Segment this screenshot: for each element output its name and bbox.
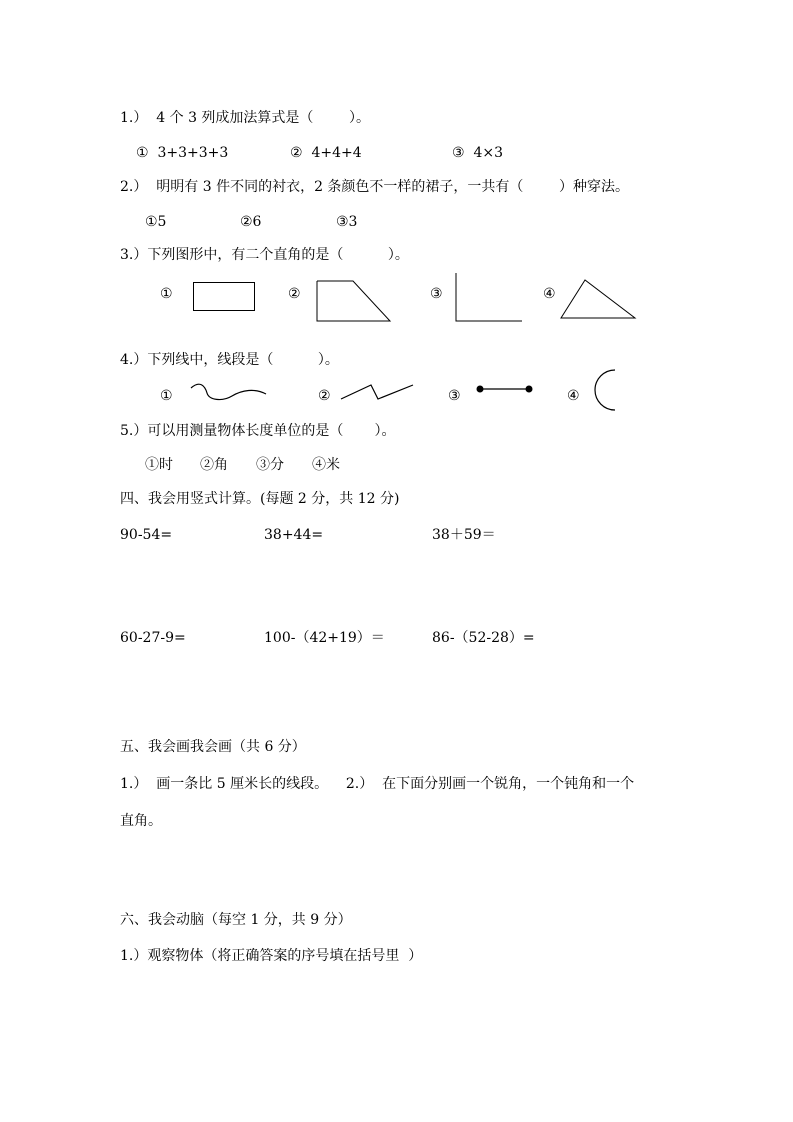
q2-question: 2.） 明明有 3 件不同的衬衣，2 条颜色不一样的裙子，一共有（ ）种穿法。 <box>120 179 630 195</box>
q3-marker-4: ④ <box>543 286 556 302</box>
q4-question: 4.）下列线中，线段是（ ）。 <box>120 352 339 368</box>
q3-question: 3.）下列图形中，有二个直角的是（ ）。 <box>120 247 409 263</box>
calc-4: 60-27-9= <box>120 630 186 646</box>
q1-option-1: ① 3+3+3+3 <box>136 145 229 161</box>
q3-marker-1: ① <box>160 286 173 302</box>
q3-marker-3: ③ <box>430 286 443 302</box>
q1-option-2: ② 4+4+4 <box>290 145 362 161</box>
calc-3: 38＋59＝ <box>432 527 496 543</box>
q3-marker-2: ② <box>288 286 301 302</box>
section5-heading: 五、我会画我会画（共 6 分） <box>120 739 306 755</box>
calc-6: 86-（52-28）= <box>432 630 535 646</box>
q5-question: 5.）可以用测量物体长度单位的是（ ）。 <box>120 423 396 439</box>
q4-marker-2: ② <box>318 388 331 404</box>
arc-line <box>595 370 615 410</box>
section6-heading: 六、我会动脑（每空 1 分，共 9 分） <box>120 912 352 928</box>
calc-5: 100-（42+19）＝ <box>264 630 385 646</box>
q2-option-2: ②6 <box>240 214 262 230</box>
section5-line1: 1.） 画一条比 5 厘米长的线段。 2.） 在下面分别画一个锐角，一个钝角和一个 <box>120 776 635 792</box>
segment-endpoint-right <box>526 386 533 393</box>
calc-1: 90-54= <box>120 527 173 543</box>
q5-option-2: ②角 <box>200 457 228 473</box>
curve-line <box>191 384 266 399</box>
section4-heading: 四、我会用竖式计算。(每题 2 分，共 12 分) <box>120 491 400 507</box>
section6-line1: 1.）观察物体（将正确答案的序号填在括号里 ） <box>120 948 423 964</box>
segment-endpoint-left <box>477 386 484 393</box>
calc-2: 38+44= <box>264 527 324 543</box>
q4-marker-1: ① <box>160 388 173 404</box>
q1-question: 1.） 4 个 3 列成加法算式是（ ）。 <box>120 110 371 126</box>
q4-marker-3: ③ <box>448 388 461 404</box>
q5-option-4: ④米 <box>312 457 340 473</box>
q1-option-3: ③ 4×3 <box>452 145 503 161</box>
q5-option-1: ①时 <box>145 457 173 473</box>
section5-line2: 直角。 <box>120 813 162 829</box>
q5-option-3: ③分 <box>256 457 284 473</box>
q4-marker-4: ④ <box>567 388 580 404</box>
zigzag-line <box>341 385 413 399</box>
q2-option-3: ③3 <box>336 214 358 230</box>
q2-option-1: ①5 <box>145 214 167 230</box>
